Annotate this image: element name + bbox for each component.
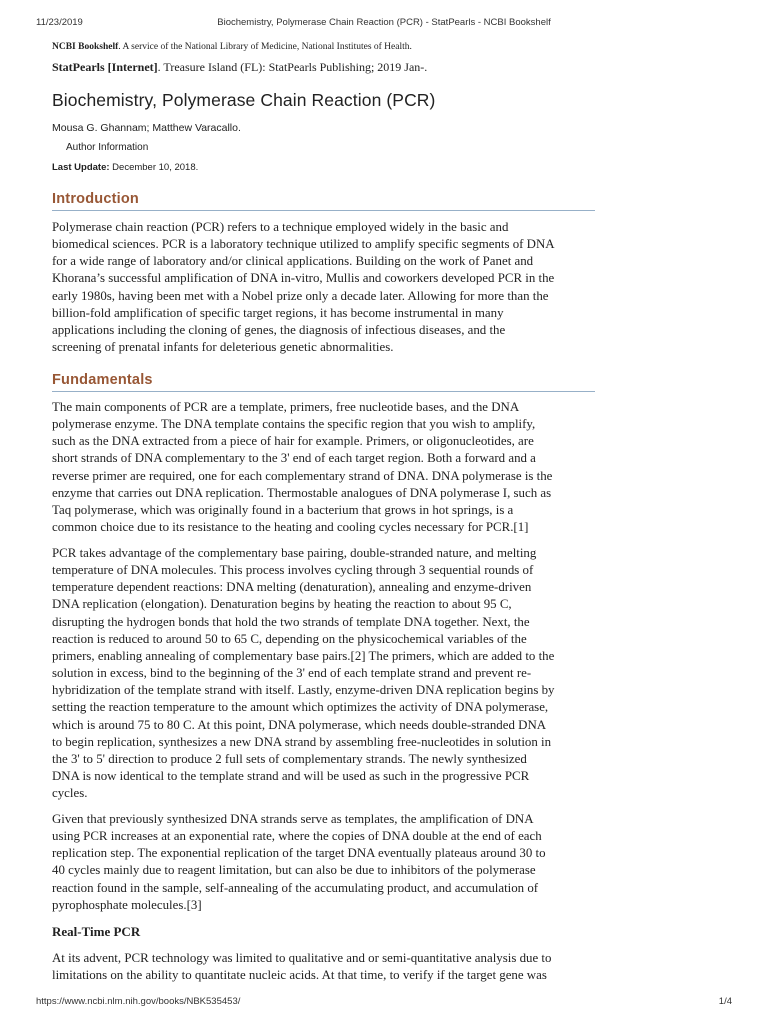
citation-publisher: . Treasure Island (FL): StatPearls Publishing; 2019 Jan-. bbox=[157, 60, 428, 74]
subheading-real-time-pcr: Real-Time PCR bbox=[52, 924, 141, 939]
text-line: cycles. bbox=[52, 786, 88, 801]
text-line: hybridization of the template strand with itself. Lastly, enzyme-driven DNA replication begins by bbox=[52, 683, 555, 698]
author-information-link[interactable]: Author Information bbox=[66, 142, 149, 153]
text-line: reaction is reduced to around 50 to 65 C, depending on the physicochemical variables of the bbox=[52, 631, 527, 646]
text-line: Khorana’s successful amplification of DNA in-vitro, Mullis and coworkers developed PCR in the bbox=[52, 271, 555, 286]
text-line: reverse primer are required, one for each complementary strand of DNA. DNA polymerase is the bbox=[52, 468, 553, 483]
realtime-paragraph bbox=[52, 950, 600, 984]
print-header bbox=[0, 0, 768, 40]
text-line: using PCR increases at an exponential rate, where the copies of DNA double at the end of each bbox=[52, 829, 542, 844]
fundamentals-paragraph-3 bbox=[52, 811, 600, 914]
text-line: biomedical sciences. PCR is a laboratory technique utilized to amplify specific segments of DNA bbox=[52, 237, 555, 252]
text-line: short strands of DNA complementary to the 3' end of each target region. Both a forward and a bbox=[52, 451, 536, 466]
text-line: polymerase enzyme. The DNA template contains the specific region that you wish to amplify, bbox=[52, 417, 536, 432]
text-line: disrupting the hydrogen bonds that hold the two strands of template DNA together. Next, the bbox=[52, 614, 530, 629]
masthead-tagline: . A service of the National Library of Medicine, National Institutes of Health. bbox=[118, 42, 412, 52]
text-line: to begin replication, synthesizes a new DNA strand by assembling free-nucleotides in solution in bbox=[52, 734, 552, 749]
text-line: applications including the cloning of genes, the diagnosis of infectious diseases, and the bbox=[52, 322, 506, 337]
page-number: 1/4 bbox=[718, 996, 732, 1007]
author-list: Mousa G. Ghannam; Matthew Varacallo. bbox=[52, 122, 241, 134]
last-update-date: December 10, 2018. bbox=[109, 162, 199, 173]
book-citation bbox=[52, 60, 427, 75]
text-line: common choice due to its resistance to the heating and cooling cycles necessary for PCR.[1] bbox=[52, 520, 529, 535]
text-line: Given that previously synthesized DNA strands serve as templates, the amplification of DNA bbox=[52, 812, 534, 826]
page-url[interactable]: https://www.ncbi.nlm.nih.gov/books/NBK535453/ bbox=[36, 996, 241, 1007]
text-line: early 1980s, having been met with a Nobel prize only a decade later. Allowing for more than the bbox=[52, 288, 549, 303]
text-line: Taq polymerase, which was originally found in a bacterium that grows in hot springs, is a bbox=[52, 502, 514, 517]
text-line: solution in excess, bind to the beginning of the 3' end of each template strand and prevent re- bbox=[52, 666, 532, 681]
fundamentals-paragraph-2 bbox=[52, 545, 600, 802]
fundamentals-paragraph-1 bbox=[52, 399, 600, 536]
text-line: limitations on the ability to quantitate nucleic acids. At that time, to verify if the target gene was bbox=[52, 968, 547, 983]
section-heading-introduction: Introduction bbox=[52, 191, 595, 211]
text-line: Polymerase chain reaction (PCR) refers to a technique employed widely in the basic and bbox=[52, 220, 509, 234]
text-line: replication step. The exponential replication of the target DNA eventually plateaus around 30 to bbox=[52, 846, 546, 861]
text-line: temperature of DNA molecules. This process involves cycling through 3 sequential rounds of bbox=[52, 563, 534, 578]
text-line: enzyme that carries out DNA replication. Thermostable analogues of DNA polymerase I, such as bbox=[52, 485, 552, 500]
ncbi-masthead bbox=[52, 42, 412, 52]
text-line: 40 cycles mainly due to reagent limitation, but can also be due to inhibitors of the polymerase bbox=[52, 863, 536, 878]
text-line: such as the DNA extracted from a piece of hair for example. Primers, or oligonucleotides, are bbox=[52, 434, 534, 449]
text-line: pyrophosphate molecules.[3] bbox=[52, 897, 202, 912]
text-line: billion-fold amplification of specific target regions, it has become instrumental in many bbox=[52, 305, 504, 320]
ncbi-bookshelf-link[interactable]: NCBI Bookshelf bbox=[52, 42, 119, 52]
text-line: primers, enabling annealing of complementary base pairs.[2] The primers, which are added to the bbox=[52, 648, 555, 663]
text-line: The main components of PCR are a template, primers, free nucleotide bases, and the DNA bbox=[52, 400, 520, 414]
text-line: for a wide range of laboratory and/or clinical applications. Building on the work of Panet and bbox=[52, 254, 534, 269]
text-line: which is around 75 to 80 C. At this point, DNA polymerase, which needs double-stranded DNA bbox=[52, 717, 547, 732]
article-title: Biochemistry, Polymerase Chain Reaction (PCR) bbox=[52, 90, 436, 110]
book-title-link[interactable]: StatPearls [Internet] bbox=[52, 60, 158, 74]
text-line: the 3' to 5' direction to produce 2 full sets of complementary strands. The newly synthesized bbox=[52, 751, 527, 766]
introduction-paragraph bbox=[52, 219, 600, 356]
last-update bbox=[52, 162, 198, 173]
last-update-label: Last Update: bbox=[52, 162, 110, 173]
text-line: setting the reaction temperature to the amount which optimizes the activity of DNA polymerase, bbox=[52, 700, 549, 715]
print-date: 11/23/2019 bbox=[36, 17, 83, 28]
text-line: PCR takes advantage of the complementary base pairing, double-stranded nature, and melting bbox=[52, 546, 537, 560]
text-line: reaction found in the sample, self-annealing of the accumulating product, and accumulation of bbox=[52, 880, 539, 895]
text-line: At its advent, PCR technology was limited to qualitative and or semi-quantitative analysis due to bbox=[52, 951, 552, 965]
text-line: screening of prenatal infants for deleterious genetic abnormalities. bbox=[52, 340, 394, 355]
print-page-title: Biochemistry, Polymerase Chain Reaction (PCR) - StatPearls - NCBI Bookshelf bbox=[217, 17, 551, 28]
section-heading-fundamentals: Fundamentals bbox=[52, 372, 595, 392]
text-line: temperature dependent reactions: DNA melting (denaturation), annealing and enzyme-driven bbox=[52, 580, 532, 595]
print-footer bbox=[0, 996, 768, 1016]
text-line: DNA is now identical to the template strand and will be used as such in the progressive PCR bbox=[52, 769, 530, 784]
text-line: DNA replication (elongation). Denaturation begins by heating the reaction to about 95 C, bbox=[52, 597, 512, 612]
